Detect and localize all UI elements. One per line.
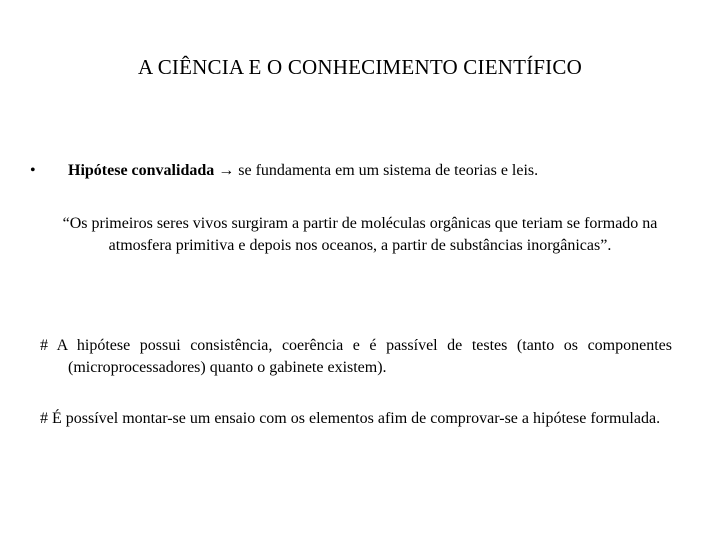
bullet-marker: •: [30, 162, 36, 179]
bullet-bold-term: Hipótese convalidada: [68, 162, 215, 179]
arrow-icon: →: [218, 162, 235, 179]
slide-title: A CIÊNCIA E O CONHECIMENTO CIENTÍFICO: [138, 55, 582, 79]
paragraph-hypothesis-test: # É possível montar-se um ensaio com os elementos afim de comprovar-se a hipótese formulada.: [40, 410, 661, 427]
bullet-text: [68, 162, 538, 180]
bullet-rest-text: se fundamenta em um sistema de teorias e leis.: [238, 162, 539, 179]
quote-block: “Os primeiros seres vivos surgiram a partir de moléculas orgânicas que teriam se formado na atmosfera primitiva e depois nos oceanos, a partir de substâncias inorgânicas”.: [62, 215, 658, 254]
paragraph-hypothesis-consistency: # A hipótese possui consistência, coerência e é passível de testes (tanto os componentes (microprocessadores) quanto o gabinete existem).: [40, 337, 672, 376]
